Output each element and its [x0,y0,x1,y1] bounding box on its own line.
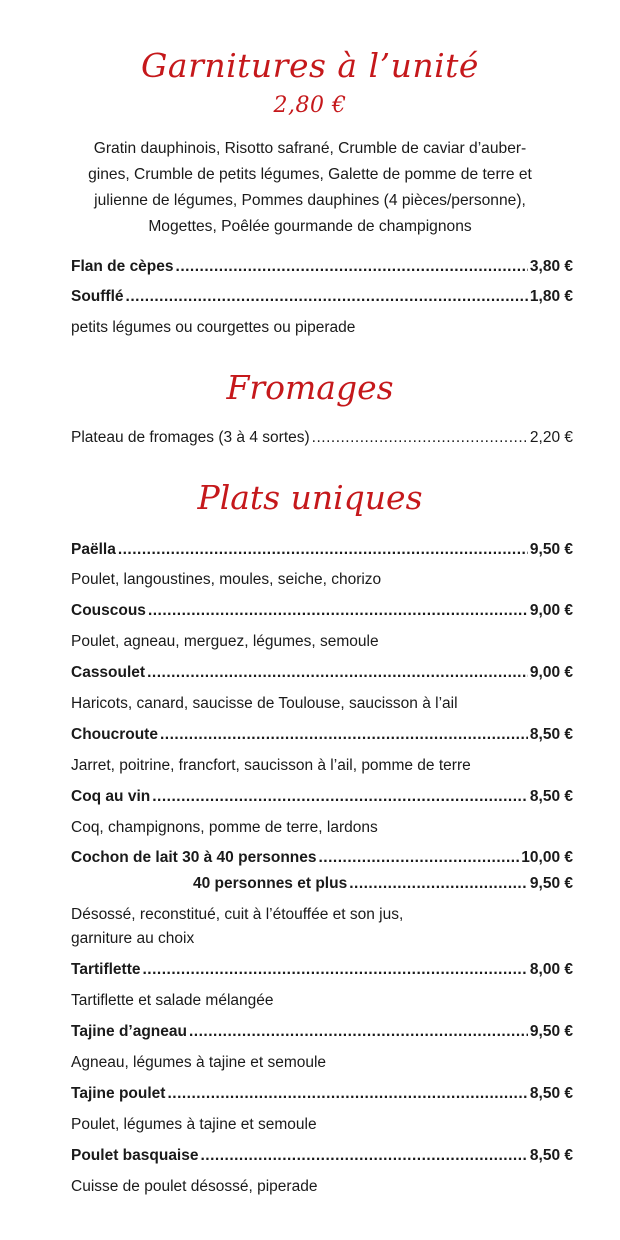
menu-item-plateau-de-fromages [71,427,573,449]
garnitures-list-line: Mogettes, Poêlée gourmande de champignons [148,218,472,235]
item-price: 8,00 € [529,961,573,978]
item-name: Tajine d’agneau [71,1023,187,1040]
section-title-fromages: Fromages [226,368,394,407]
menu-item-coq-au-vin [71,786,573,808]
menu-item-couscous [71,600,573,622]
menu-item-tajine-poulet [71,1083,573,1105]
item-name: Couscous [71,602,146,619]
item-description: Coq, champignons, pomme de terre, lardons [71,819,378,836]
item-name: Plateau de fromages (3 à 4 sortes) [71,429,310,446]
menu-item-tajine-agneau [71,1021,573,1043]
item-price: 9,00 € [529,602,573,619]
item-description: Poulet, langoustines, moules, seiche, chorizo [71,571,382,588]
item-price: 8,50 € [529,1085,573,1102]
item-name: Choucroute [71,726,158,743]
item-description-line: garniture au choix [71,930,195,947]
item-description: Cuisse de poulet désossé, piperade [71,1178,318,1195]
item-name: 40 personnes et plus [193,875,348,892]
item-description [71,903,581,951]
dot-leader [148,600,528,622]
dot-leader [319,847,520,869]
item-description: Haricots, canard, saucisse de Toulouse, saucisson à l’ail [71,695,458,712]
dot-leader [200,1145,527,1167]
item-price: 8,50 € [529,788,573,805]
garnitures-list-line: gines, Crumble de petits légumes, Galette de pomme de terre et [88,166,532,183]
item-name: Soufflé [71,288,124,305]
garnitures-list-line: julienne de légumes, Pommes dauphines (4 pièces/personne), [94,192,526,209]
garnitures-list-line: Gratin dauphinois, Risotto safrané, Crumble de caviar d’auber- [93,140,527,157]
garnitures-list [60,136,560,240]
dot-leader [349,873,528,895]
item-description: Agneau, légumes à tajine et semoule [71,1054,327,1071]
item-price: 9,00 € [529,664,573,681]
item-price: 9,50 € [529,541,573,558]
menu-item-tartiflette [71,959,573,981]
item-price: 3,80 € [529,258,573,275]
item-price: 9,50 € [529,1023,573,1040]
dot-leader [312,427,528,449]
item-name: Tartiflette [71,961,141,978]
item-name: Flan de cèpes [71,258,174,275]
item-description: Poulet, agneau, merguez, légumes, semoule [71,633,379,650]
menu-item-poulet-basquaise [71,1145,573,1167]
dot-leader [189,1021,528,1043]
item-price: 8,50 € [529,726,573,743]
item-price: 1,80 € [529,288,573,305]
item-name: Paëlla [71,541,116,558]
menu-item-cochon-de-lait [71,847,573,869]
menu-item-cochon-de-lait-40-plus [193,873,573,895]
dot-leader [176,256,528,278]
item-name: Tajine poulet [71,1085,166,1102]
dot-leader [126,286,528,308]
dot-leader [142,959,527,981]
item-price: 2,20 € [529,429,573,446]
item-name: Coq au vin [71,788,151,805]
dot-leader [152,786,528,808]
item-description: petits légumes ou courgettes ou piperade [71,319,356,336]
menu-item-souffle [71,286,573,308]
dot-leader [147,662,528,684]
item-description-line: Désossé, reconstitué, cuit à l’étouffée et son jus, [71,906,404,923]
garnitures-unit-price: 2,80 € [273,93,347,118]
item-name: Poulet basquaise [71,1147,199,1164]
menu-item-paella [71,539,573,561]
item-name: Cochon de lait 30 à 40 personnes [71,849,317,866]
menu-item-cassoulet [71,662,573,684]
menu-item-choucroute [71,724,573,746]
item-price: 9,50 € [529,875,573,892]
item-description: Tartiflette et salade mélangée [71,992,274,1009]
section-title-garnitures: Garnitures à l’unité [141,46,479,85]
item-description: Poulet, légumes à tajine et semoule [71,1116,317,1133]
item-price: 8,50 € [529,1147,573,1164]
dot-leader [118,539,528,561]
item-name: Cassoulet [71,664,146,681]
item-description: Jarret, poitrine, francfort, saucisson à l’ail, pomme de terre [71,757,471,774]
item-price: 10,00 € [521,849,573,866]
dot-leader [160,724,528,746]
dot-leader [167,1083,527,1105]
section-title-plats-uniques: Plats uniques [197,478,423,517]
menu-item-flan-de-cepes [71,256,573,278]
